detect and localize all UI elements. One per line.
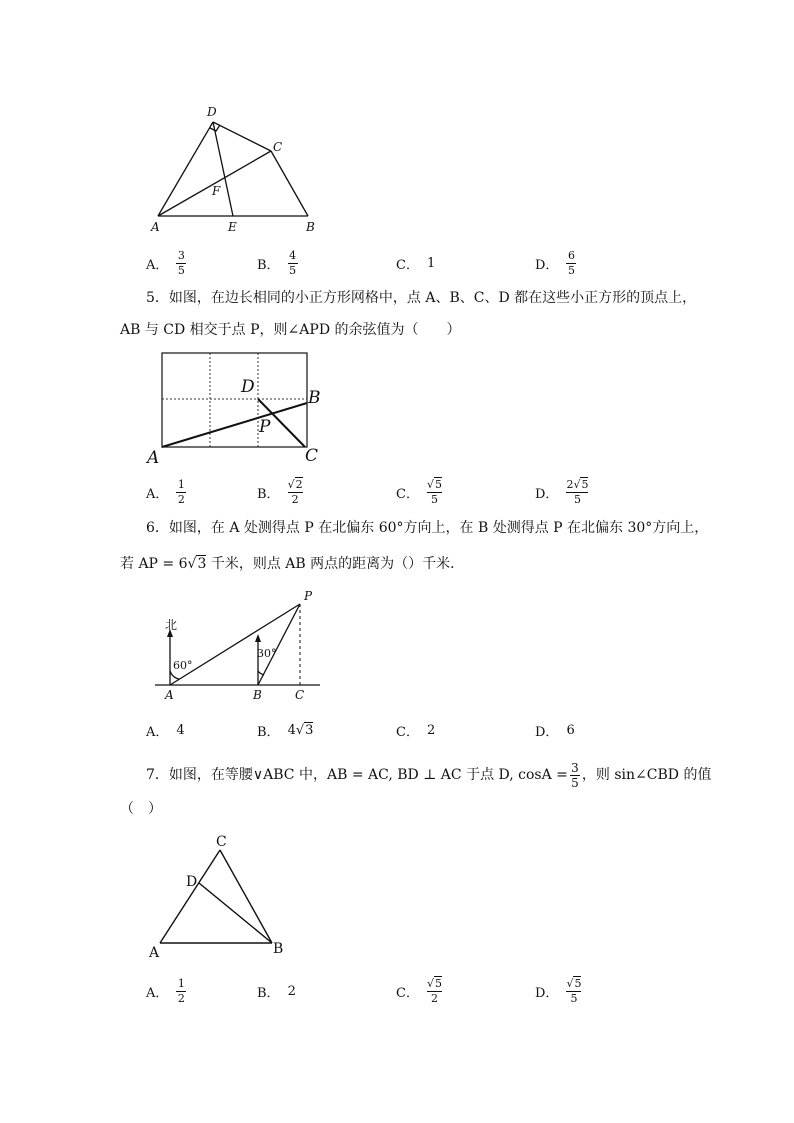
q4-segment-de: [213, 122, 233, 216]
q7-stem-line1: [146, 758, 711, 792]
q5-grid-border: [162, 353, 307, 447]
q7-segment-bd: [199, 883, 272, 943]
q4-option-d[interactable]: [535, 245, 576, 281]
q5-stem-line1: 5．如图，在边长相同的小正方形网格中，点 A、B、C、D 都在这些小正方形的顶点上，: [146, 290, 697, 306]
q7-option-c[interactable]: [396, 973, 442, 1009]
q7-stem-text: ，则 sin∠CBD 的值: [581, 767, 712, 783]
q6-options: [146, 712, 706, 748]
coefficient: 2: [566, 477, 574, 491]
q5-label-c: C: [305, 446, 319, 466]
q5-option-c[interactable]: [396, 474, 442, 510]
option-label: B．: [257, 486, 280, 502]
option-label: C．: [396, 985, 419, 1001]
q7-triangle-figure: [140, 828, 300, 963]
q4-segment-dc: [213, 122, 271, 151]
q4-label-d: D: [207, 105, 217, 119]
coefficient: 4: [287, 722, 296, 738]
numerator: 1: [177, 976, 185, 990]
option-value: 2: [426, 722, 436, 738]
option-value: 6: [566, 722, 575, 738]
q6-stem-line2: [120, 554, 464, 574]
denominator: 2: [177, 991, 185, 1005]
fraction: [566, 479, 588, 506]
denominator: 5: [430, 492, 438, 506]
q6-label-a: A: [165, 688, 174, 702]
q6-segment-bp: [258, 604, 300, 685]
q6-segment-ap: [170, 604, 300, 685]
denominator: 5: [571, 775, 579, 790]
q4-options: [146, 245, 706, 281]
q7-option-d[interactable]: [535, 973, 581, 1009]
q5-label-a: A: [147, 448, 160, 468]
q7-option-b[interactable]: [257, 973, 296, 1009]
q7-label-a: A: [149, 945, 160, 961]
radicand: 2: [295, 477, 303, 491]
denominator: 2: [430, 991, 438, 1005]
numerator: √5: [426, 976, 442, 990]
q7-option-a[interactable]: [146, 973, 186, 1009]
fraction: [566, 250, 576, 277]
q6-label-angle-60: 60°: [173, 659, 193, 672]
q7-label-b: B: [273, 941, 284, 957]
numerator: √5: [566, 976, 582, 990]
q4-option-b[interactable]: [257, 245, 298, 281]
q4-label-b: B: [306, 220, 315, 234]
radicand: 5: [434, 477, 442, 491]
option-value: 2: [287, 983, 296, 999]
q6-label-c: C: [295, 688, 305, 702]
q5-stem-line2: AB 与 CD 相交于点 P，则∠APD 的余弦值为（ ）: [120, 322, 461, 338]
q7-stem-line2: （ ）: [120, 801, 162, 817]
radicand: 5: [434, 976, 442, 990]
option-label: D．: [535, 486, 559, 502]
q5-option-d[interactable]: [535, 474, 588, 510]
q4-segment-cb: [271, 151, 308, 216]
q5-option-a[interactable]: [146, 474, 186, 510]
radicand: 3: [197, 556, 207, 572]
q7-stem-text: 7．如图，在等腰∨ABC 中，AB = AC, BD ⊥ AC 于点 D, cosA =: [146, 767, 568, 783]
fraction: [427, 479, 442, 506]
q4-label-f: F: [212, 184, 221, 198]
numerator: √2: [287, 477, 303, 491]
option-label: A．: [146, 724, 169, 740]
option-label: D．: [535, 985, 559, 1001]
fraction: [288, 250, 298, 277]
option-label: C．: [396, 486, 419, 502]
fraction: [566, 978, 581, 1005]
denominator: 5: [289, 263, 297, 277]
radicand: 5: [574, 976, 582, 990]
denominator: 5: [177, 263, 185, 277]
q5-grid-figure: [145, 350, 330, 470]
fraction: [176, 250, 186, 277]
q6-bearing-figure: [155, 585, 330, 707]
q4-figure: [140, 100, 330, 240]
q6-option-b[interactable]: [257, 712, 313, 748]
q6-angle-arc-b: [258, 671, 264, 675]
denominator: 5: [570, 991, 578, 1005]
fraction: [288, 479, 303, 506]
q6-label-angle-30: 30°: [257, 647, 277, 660]
q5-label-p: P: [259, 417, 271, 437]
numerator: 6: [567, 248, 575, 262]
sqrt-symbol: √: [187, 556, 197, 572]
q4-option-c[interactable]: [396, 245, 435, 281]
option-value: 1: [426, 255, 436, 271]
q6-angle-arc-a: [170, 671, 179, 679]
option-label: A．: [146, 985, 169, 1001]
q6-option-c[interactable]: [396, 712, 435, 748]
q4-option-a[interactable]: [146, 245, 186, 281]
option-label: A．: [146, 486, 169, 502]
numerator: 4: [289, 248, 297, 262]
q5-option-b[interactable]: [257, 474, 303, 510]
fraction: [427, 978, 442, 1005]
q4-right-angle-mark: [210, 125, 220, 131]
q4-segment-ad: [158, 122, 213, 216]
q7-label-c: C: [216, 834, 227, 850]
q6-label-p: P: [304, 589, 313, 603]
q7-label-d: D: [186, 874, 198, 890]
fraction: [176, 479, 186, 506]
q5-label-b: B: [308, 388, 321, 408]
radicand: 5: [581, 477, 589, 491]
numerator: 3: [571, 760, 579, 775]
q7-options: [146, 973, 706, 1009]
numerator: 1: [177, 477, 185, 491]
numerator: 3: [177, 248, 185, 262]
option-label: D．: [535, 724, 559, 740]
fraction: [176, 978, 186, 1005]
option-label: B．: [257, 257, 280, 273]
q7-segment-ac: [160, 850, 220, 943]
numerator: √5: [426, 477, 442, 491]
denominator: 2: [177, 492, 185, 506]
option-label: B．: [257, 724, 280, 740]
q6-option-d[interactable]: [535, 712, 575, 748]
q5-options: [146, 474, 706, 510]
option-label: C．: [396, 724, 419, 740]
q6-stem-line1: 6．如图，在 A 处测得点 P 在北偏东 60°方向上，在 B 处测得点 P 在北偏东 30°方向上，: [146, 520, 709, 536]
arrow-up-icon: [255, 634, 261, 642]
option-label: C．: [396, 257, 419, 273]
q5-segment-ab: [162, 403, 307, 447]
q6-stem-text: 千米，则点 AB 两点的距离为（）千米．: [206, 556, 465, 572]
q7-segment-cb: [220, 850, 272, 943]
q6-label-b: B: [253, 688, 262, 702]
denominator: 5: [567, 263, 575, 277]
denominator: 2: [291, 492, 299, 506]
q6-option-a[interactable]: [146, 712, 185, 748]
option-value: 4: [176, 722, 185, 738]
q5-label-d: D: [241, 377, 255, 397]
q6-label-north: 北: [165, 618, 178, 632]
option-label: B．: [257, 985, 280, 1001]
q6-stem-text: 若 AP = 6: [120, 556, 188, 572]
option-value: 4√3: [287, 722, 314, 738]
fraction: [570, 762, 580, 789]
q4-label-e: E: [228, 220, 237, 234]
radicand: 3: [305, 722, 314, 738]
option-label: A．: [146, 257, 169, 273]
q4-label-c: C: [273, 140, 283, 154]
denominator: 5: [573, 492, 581, 506]
numerator: 2√5: [566, 477, 589, 491]
option-label: D．: [535, 257, 559, 273]
q4-label-a: A: [151, 220, 160, 234]
